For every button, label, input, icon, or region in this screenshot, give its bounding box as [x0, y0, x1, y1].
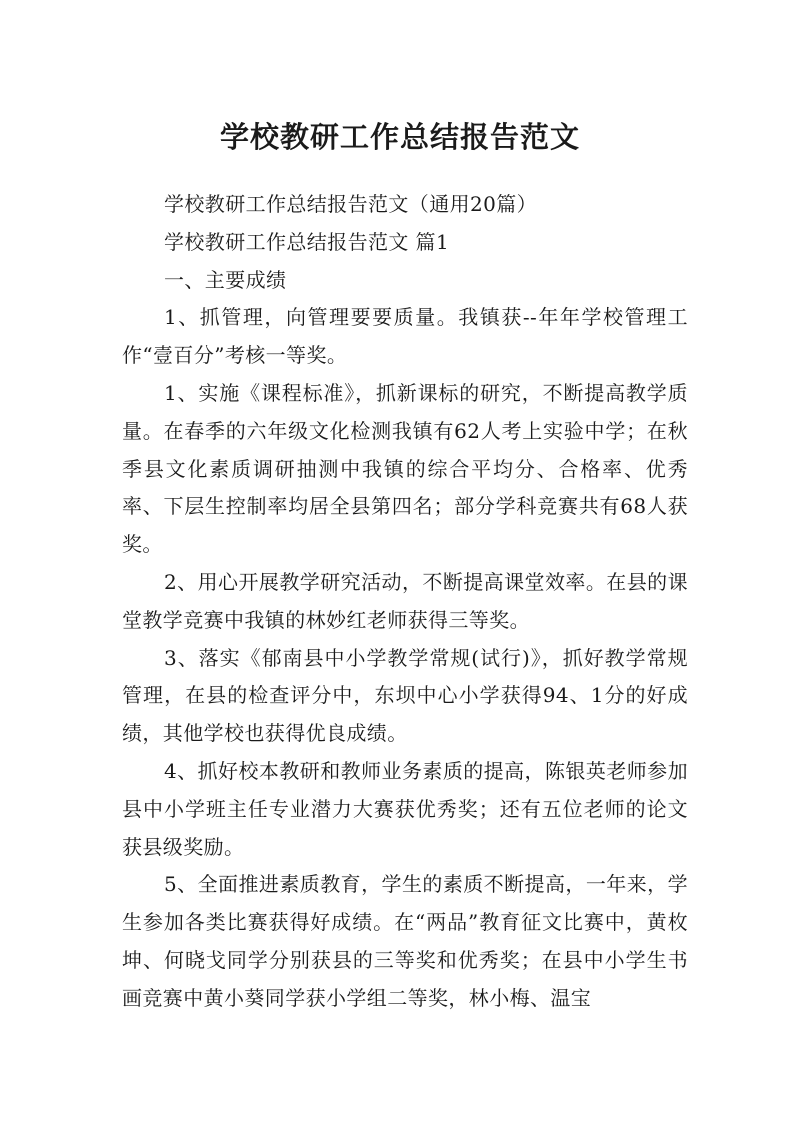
document-body	[122, 186, 688, 1018]
section-heading: 学校教研工作总结报告范文 篇1	[164, 229, 450, 254]
paragraph-school-based-research: 4、抓好校本教研和教师业务素质的提高，陈银英老师参加县中小学班主任专业潜力大赛获优秀奖；还有五位老师的论文获县级奖励。	[122, 758, 688, 859]
paragraph-management: 1、抓管理，向管理要要质量。我镇获--年年学校管理工作“壹百分”考核一等奖。	[122, 305, 688, 368]
main-achievements-heading: 一、主要成绩	[164, 267, 287, 292]
document-title: 学校教研工作总结报告范文	[219, 120, 580, 155]
paragraph-curriculum: 1、实施《课程标准》，抓新课标的研究，不断提高教学质量。在春季的六年级文化检测我镇有62人考上实验中学；在秋季县文化素质调研抽测中我镇的综合平均分、合格率、优秀率、下层生控制率均居全县第四名；部分学科竞赛共有68人获奖。	[122, 380, 688, 557]
paragraph-teaching-routine: 3、落实《郁南县中小学教学常规(试行)》，抓好教学常规管理，在县的检查评分中，东坝中心小学获得94、1分的好成绩，其他学校也获得优良成绩。	[122, 645, 688, 746]
subtitle-paragraph: 学校教研工作总结报告范文（通用20篇）	[164, 192, 538, 216]
paragraph-teaching-research: 2、用心开展教学研究活动，不断提高课堂效率。在县的课堂教学竞赛中我镇的林妙红老师获得三等奖。	[122, 569, 688, 632]
paragraph-quality-education: 5、全面推进素质教育，学生的素质不断提高，一年来，学生参加各类比赛获得好成绩。在“两品”教育征文比赛中，黄枚坤、何晓戈同学分别获县的三等奖和优秀奖；在县中小学生书画竞赛中黄小葵同学获小学组二等奖，林小梅、温宝	[122, 872, 688, 1010]
